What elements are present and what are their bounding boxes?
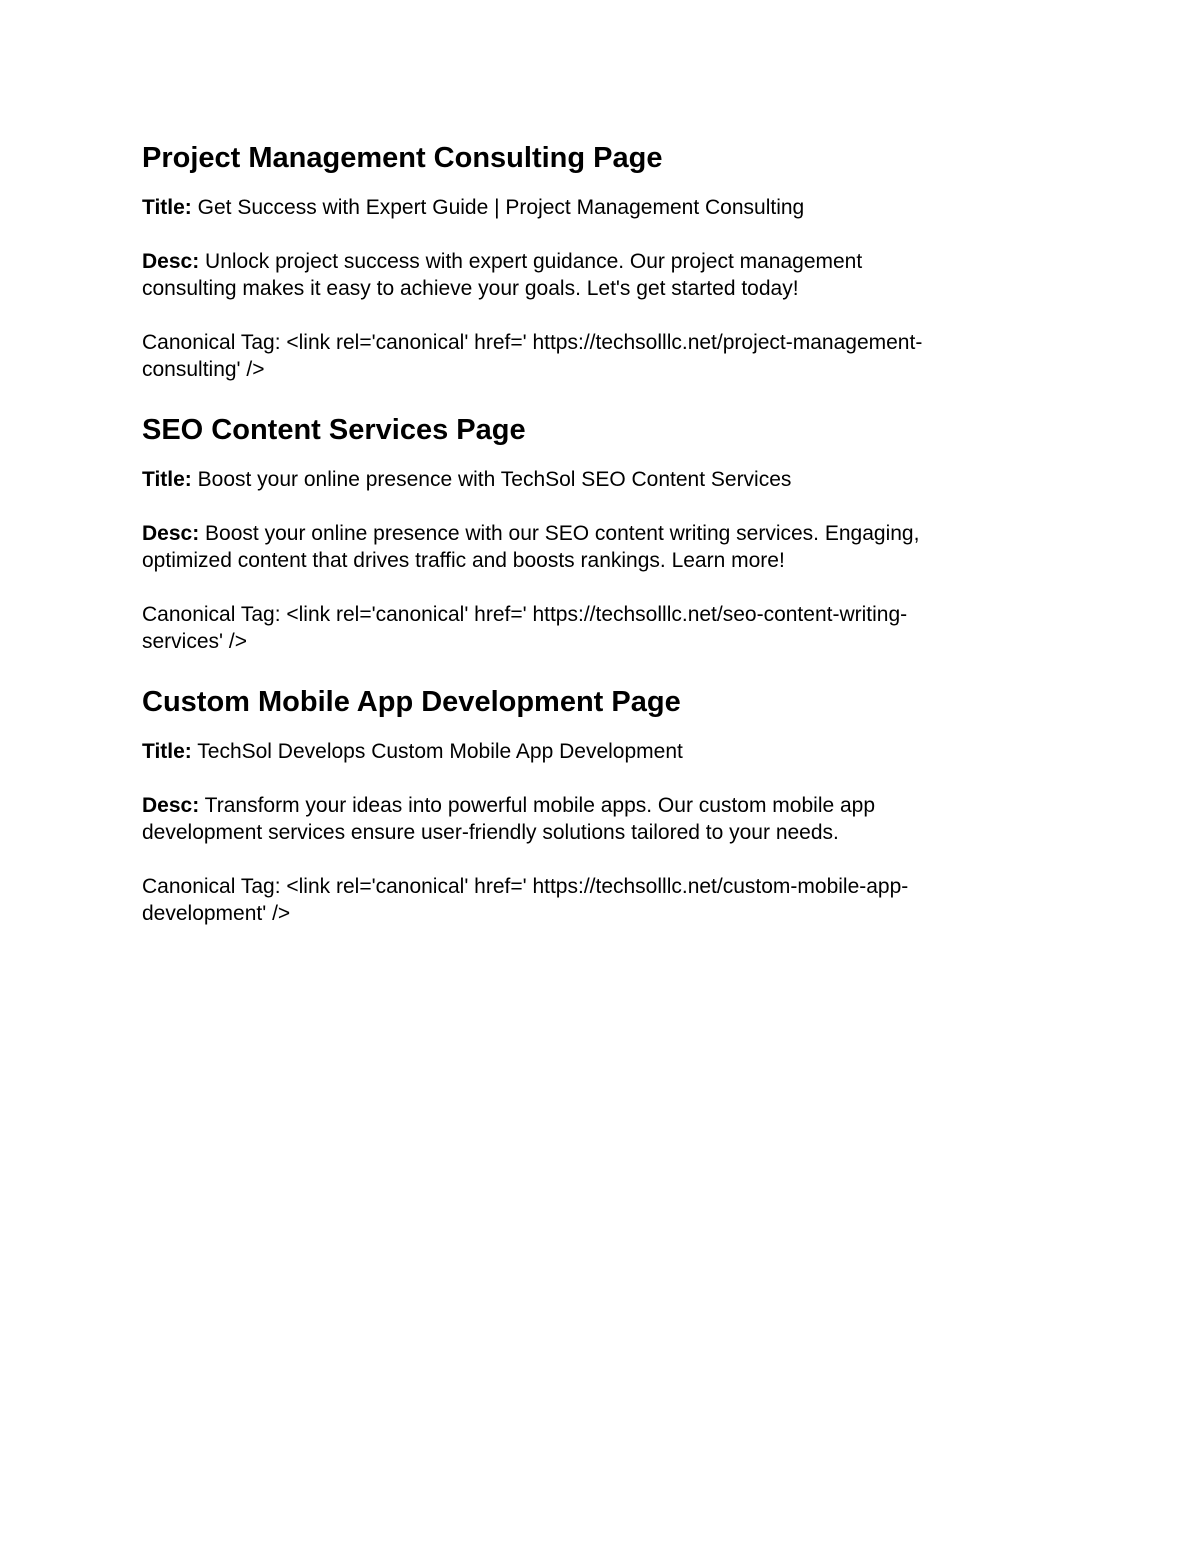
canonical-line: Canonical Tag: <link rel='canonical' href=' https://techsolllc.net/seo-content-writing- [142, 603, 908, 626]
desc-line [142, 248, 1042, 275]
title-paragraph [142, 738, 1042, 765]
canonical-line: consulting' /> [142, 358, 265, 381]
section-heading: Custom Mobile App Development Page [142, 686, 681, 718]
section-heading: SEO Content Services Page [142, 414, 526, 446]
canonical-line: services' /> [142, 630, 247, 653]
desc-text: Unlock project success with expert guidance. Our project management [205, 250, 863, 273]
canonical-line: development' /> [142, 902, 291, 925]
desc-label: Desc: [142, 794, 200, 817]
title-paragraph [142, 466, 1042, 493]
desc-paragraph [142, 520, 1042, 574]
canonical-paragraph [142, 873, 1042, 927]
title-label: Title: [142, 740, 192, 763]
desc-label: Desc: [142, 250, 200, 273]
title-value: TechSol Develops Custom Mobile App Development [197, 740, 683, 763]
section-heading: Project Management Consulting Page [142, 142, 663, 174]
canonical-paragraph [142, 601, 1042, 655]
canonical-line: Canonical Tag: <link rel='canonical' href=' https://techsolllc.net/project-management- [142, 331, 923, 354]
desc-line: development services ensure user-friendly solutions tailored to your needs. [142, 821, 839, 844]
section-seo-content [142, 410, 1042, 655]
section-project-management [142, 138, 1042, 383]
desc-line: optimized content that drives traffic and boosts rankings. Learn more! [142, 549, 785, 572]
canonical-paragraph [142, 329, 1042, 383]
title-value: Get Success with Expert Guide | Project Management Consulting [197, 196, 805, 219]
desc-paragraph [142, 792, 1042, 846]
desc-line [142, 792, 1042, 819]
title-paragraph [142, 194, 1042, 221]
title-label: Title: [142, 196, 192, 219]
desc-paragraph [142, 248, 1042, 302]
canonical-line: Canonical Tag: <link rel='canonical' href=' https://techsolllc.net/custom-mobile-app- [142, 875, 909, 898]
title-value: Boost your online presence with TechSol SEO Content Services [197, 468, 792, 491]
desc-text: Transform your ideas into powerful mobile apps. Our custom mobile app [204, 794, 876, 817]
title-label: Title: [142, 468, 192, 491]
section-mobile-app [142, 682, 1042, 927]
desc-line: consulting makes it easy to achieve your goals. Let's get started today! [142, 277, 799, 300]
desc-line [142, 520, 1042, 547]
desc-text: Boost your online presence with our SEO content writing services. Engaging, [205, 522, 920, 545]
desc-label: Desc: [142, 522, 200, 545]
document-page [142, 138, 1042, 954]
